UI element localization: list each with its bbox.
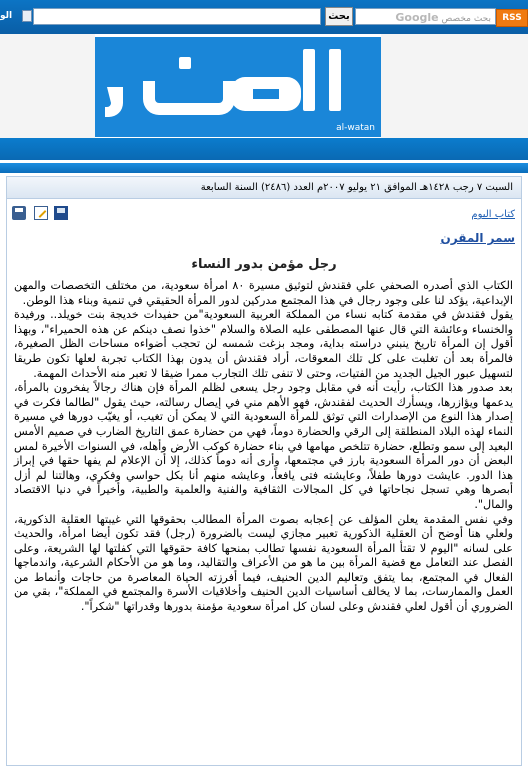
google-logo: Google <box>395 11 439 24</box>
search-button[interactable]: بحث <box>325 7 353 26</box>
nav-band <box>0 138 528 160</box>
save-icon[interactable] <box>54 206 68 220</box>
section-link[interactable]: كتاب اليوم <box>471 209 515 220</box>
rss-icon[interactable]: RSS <box>496 9 528 27</box>
header-left-margin <box>0 34 95 138</box>
paragraph: الكتاب الذي أصدره الصحفي علي فقندش لتوثيق مسيرة ٨٠ امرأة سعودية، من مختلف التخصصات والمهن الإبداعية، يؤكد لنا على وجود رجال في هذا المجتمع مدركين لدور المرأة الحقيقي في تنمية وبناء هذا الوطن. <box>14 279 513 307</box>
logo-mark-icon <box>95 37 381 137</box>
article-panel <box>6 176 522 766</box>
custom-search-input[interactable] <box>355 8 496 25</box>
search-input[interactable] <box>33 8 321 25</box>
logo-subtitle: al-watan <box>336 123 375 133</box>
author-link[interactable]: سمر المقرن <box>440 231 515 245</box>
print-icon[interactable] <box>12 206 26 220</box>
issue-dateline: السبت ٧ رجب ١٤٢٨هـ الموافق ٢١ يوليو ٢٠٠٧م العدد (٢٤٨٦) السنة السابعة <box>7 177 521 199</box>
edit-icon[interactable] <box>34 206 48 220</box>
paragraph: وفي نفس المقدمة يعلن المؤلف عن إعجابه بصوت المرأة المطالب بحقوقها التي غيبتها العقلية الذكورية، ولعلي هنا أوضح أن العقلية الذكورية تعبير مجازي ليست بالضرورة (رجل) فقد تكون أيضا امرأة، والحديث على لسانه "اليوم لا تقتأ المرأة السعودية نفسها تطالب بمنحها كافة حقوقها التي كفلتها لها الشريعة، وعلى الفصل عند التعامل مع قضية المرأة بين ما هو من الأعراف والتقاليد، وما هو من الأحكام الشرعية، واندماجها الفعال في المجتمع، بما يتفق وتعاليم الدين الحنيف، فيما أفرزته الحياة المعاصرة من حاجات وأنماط من العمل والممارسات، بما لا يخالف أساسيات الدين الحنيف وأخلاقيات الأسرة والمجتمع في المملكة"، بقي من الضروري أن أقول لعلي فقندش وعلى لسان كل امرأة سعودية مؤمنة بدورها وقدراتها "شكراً". <box>14 512 513 614</box>
article-headline: رجل مؤمن بدور النساء <box>191 257 337 272</box>
menu-icon[interactable] <box>22 10 32 22</box>
top-search-bar <box>0 0 528 34</box>
header-right-margin <box>381 34 528 138</box>
site-logo[interactable] <box>95 37 381 137</box>
sub-nav-band <box>0 163 528 173</box>
site-name-fragment: الو <box>0 11 13 21</box>
article-body <box>14 279 513 615</box>
search-placeholder: بحث مخصص <box>441 14 491 24</box>
paragraph: يقول فقندش في مقدمة كتابه نساء من المملكة العربية السعودية"من حفيدات خديجة بنت خويلد.. ورفيدة والخنساء وعائشة التي قال عنها المصطفى عليه الصلاة والسلام "خذوا نصف دينكم عن هذه الحميراء"، وبهذا أقول إن المرأة تاريخ ينبني دراسته بداية، ومجد بزغت شمسه لن تحجب أضواءه مساحات الظل الصغيرة، فالمرأة بعد أن تغلبت على كل تلك المعوقات، أراد فقندش أن يدون بهذا الكتاب تجربة لعلها تكون طريقا لتسهيل عبور الجيل الجديد من الفتيات، وحتى لا تنفى تلك التجارب ممرا ضيقا لا تعبر منه الأحداث المهمة. <box>14 308 513 380</box>
paragraph: بعد صدور هذا الكتاب، رأيت أنه في مقابل وجود رجل يسعى لظلم المرأة فإن هناك رجالاً يفخرون بالمرأة، يدعمها ويؤازرها، ويسأرك الحديث لفقندش، فهو الأهم مني في إيصال رسالته، حيث يقول "لطالما فكرت في إصدار هذا النوع من الإصدارات التي توثق للمرأة السعودية التي لا يمكن أن تغيب، أو يغيّب دورها في مسيرة النماء لهذه البلاد المنطلقة إلى الرقي والحضارة دوماً، فهي من حضارة عمق التاريخ الضارب في صميم الأمس البعيد إلى سمو وتطلع، حضارة تتلخص مهامها في بناء حضارة كوكب الأرض وأهله، في السنوات الأخيرة لمس البعض أن دور المرأة السعودية بارز في مجتمعها، وأرى أنه دوماً كذلك، إلا أن الإعلام لم يفها حقها في إبراز هذا الدور. عايشت دورها طفلاً، وعايشته فتى يافعاً، وعايشه منهم أنا بكل حواسي وفكري، وهالتنا لم أزل أبصرها وهي تسجل نجاحاتها في كل المجالات الثقافية والفنية والعلمية والطبية، وأخيراً في دنيا الاقتصاد والمال". <box>14 381 513 511</box>
